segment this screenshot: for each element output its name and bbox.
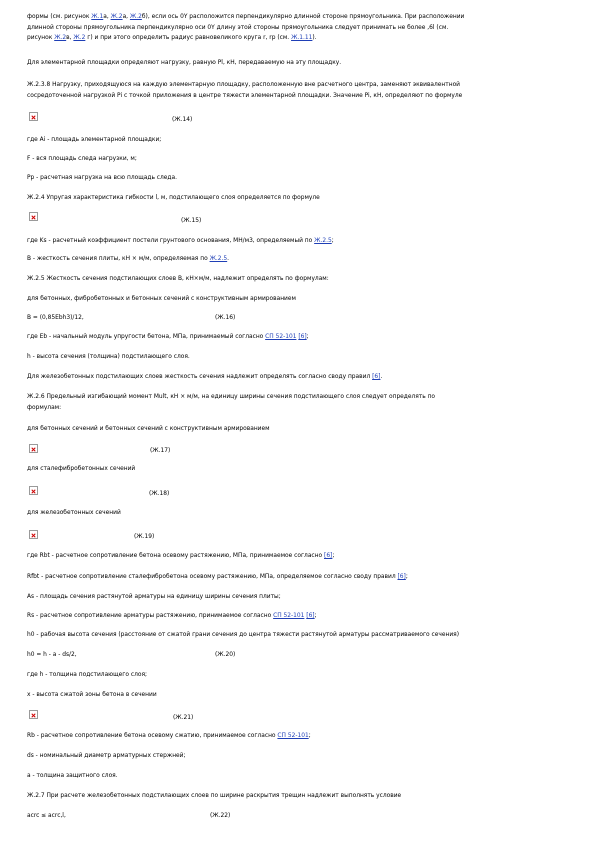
- text: .: [380, 374, 383, 380]
- paragraph: [27, 332, 567, 343]
- paragraph: Ж.2.7 При расчете железобетонных подстилающих слоев по ширине раскрытия трещин надлежит выполнять условие: [27, 793, 402, 799]
- equation-number: (Ж.22): [210, 813, 231, 819]
- paragraph: [27, 372, 567, 383]
- paragraph: Pp - расчетная нагрузка на всю площадь следа.: [27, 175, 177, 181]
- text: ;: [332, 553, 335, 559]
- paragraph: для бетонных сечений и бетонных сечений с конструктивным армированием: [27, 426, 270, 432]
- text: ;: [308, 733, 311, 739]
- text: сосредоточенной нагрузкой Pi с точкой приложения в центре тяжести элементарной площадки. Значение Pi, кН, определяют по формуле: [27, 92, 463, 99]
- paragraph: где Ai - площадь элементарной площадки;: [27, 137, 162, 143]
- paragraph-zh238: [27, 80, 567, 101]
- paragraph: [27, 611, 567, 622]
- text: .: [227, 256, 230, 262]
- link-section-zh25[interactable]: Ж.2.5: [314, 238, 332, 244]
- text: ;: [306, 334, 309, 340]
- paragraph: для железобетонных сечений: [27, 510, 121, 516]
- link-ref-6[interactable]: [6]: [372, 374, 381, 380]
- paragraph: Ж.2.4 Упругая характеристика гибкости l, м, подстилающего слоя определяется по формуле: [27, 195, 320, 201]
- broken-image-icon: [29, 530, 38, 539]
- formula-text: acrc ≤ acrc,l,: [27, 813, 66, 819]
- broken-image-icon: [29, 710, 38, 719]
- equation-number: (Ж.18): [149, 491, 170, 497]
- link-sp52-101[interactable]: СП 52-101: [277, 733, 309, 739]
- text: формы (см. рисунок: [27, 14, 90, 20]
- paragraph: [27, 254, 567, 265]
- link-ref-6[interactable]: [6]: [306, 613, 315, 619]
- text: ;: [314, 613, 317, 619]
- text: рисунок: [27, 35, 53, 41]
- paragraph-figure-ref: [27, 12, 567, 44]
- text: формулам:: [27, 404, 62, 411]
- text: Rs - расчетное сопротивление арматуры растяжению, принимаемое согласно: [27, 613, 272, 619]
- link-section-zh25[interactable]: Ж.2.5: [209, 256, 228, 262]
- text: где Rbt - расчетное сопротивление бетона осевому растяжению, МПа, принимаемое согласно: [27, 553, 323, 559]
- link-figure-zh2v[interactable]: Ж.2: [54, 35, 67, 41]
- equation-number: (Ж.14): [172, 117, 193, 123]
- link-ref-6[interactable]: [6]: [397, 574, 406, 580]
- paragraph: [27, 731, 567, 742]
- paragraph: Ж.2.5 Жесткость сечения подстилающих слоев B, кН×м/м, надлежит определять по формулам:: [27, 276, 329, 282]
- text: ).: [312, 35, 317, 41]
- text: B - жесткость сечения плиты, кН × м/м, определяемая по: [27, 256, 208, 262]
- link-figure-zh2g[interactable]: Ж.2: [73, 35, 86, 41]
- paragraph: x - высота сжатой зоны бетона в сечении: [27, 692, 157, 698]
- broken-image-icon: [29, 212, 38, 221]
- link-figure-zh1[interactable]: Ж.1: [91, 14, 104, 20]
- paragraph: [27, 551, 567, 562]
- link-ref-6[interactable]: [6]: [298, 334, 307, 340]
- equation-number: (Ж.15): [181, 218, 202, 224]
- text: Ж.2.6 Предельный изгибающий момент Mult, кН × м/м, на единицу ширины сечения подстилающего слоя следует определять по: [27, 394, 436, 400]
- link-sp52-101[interactable]: СП 52-101: [273, 613, 305, 619]
- paragraph: ds - номинальный диаметр арматурных стержней;: [27, 753, 186, 759]
- paragraph: a - толщина защитного слоя.: [27, 773, 118, 779]
- text: длинной стороны прямоугольника перпендикулярно оси 0Y длину этой стороны прямоугольника следует принимать не более ,6l (см.: [27, 24, 449, 31]
- text: а,: [122, 14, 129, 20]
- text: Для железобетонных подстилающих слоев жесткость сечения надлежит определять согласно своду правил: [27, 374, 371, 380]
- paragraph: As - площадь сечения растянутой арматуры на единицу ширины сечения плиты;: [27, 594, 281, 600]
- link-section-zh111[interactable]: Ж.1.11: [291, 35, 313, 41]
- paragraph: для бетонных, фибробетонных и бетонных сечений с конструктивным армированием: [27, 296, 296, 302]
- text: Rb - расчетное сопротивление бетона осевому сжатию, принимаемое согласно: [27, 733, 276, 739]
- text: где Eb - начальный модуль упругости бетона, МПа, принимаемый согласно: [27, 334, 264, 340]
- text: г) и при этого определить радиус равновеликого круга r, rр (см.: [87, 35, 290, 41]
- broken-image-icon: [29, 444, 38, 453]
- paragraph: для сталефибробетонных сечений: [27, 466, 136, 472]
- paragraph: [27, 572, 567, 583]
- paragraph-zh26: [27, 392, 567, 413]
- paragraph: [27, 236, 567, 247]
- formula-text: h0 = h - a - ds/2,: [27, 652, 77, 658]
- equation-number: (Ж.17): [150, 448, 171, 454]
- paragraph: F - вся площадь следа нагрузки, м;: [27, 156, 137, 162]
- text: Ж.2.3.8 Нагрузку, приходящуюся на каждую элементарную площадку, расположенную вне расчетного центра, заменяют эквивалентной: [27, 82, 460, 88]
- link-ref-6[interactable]: [6]: [324, 553, 333, 559]
- text: в,: [66, 35, 72, 41]
- link-figure-zh2a[interactable]: Ж.2: [110, 14, 123, 20]
- equation-number: (Ж.16): [215, 315, 236, 321]
- paragraph: h - высота сечения (толщина) подстилающего слоя.: [27, 354, 190, 360]
- link-sp52-101[interactable]: СП 52-101: [265, 334, 297, 340]
- equation-number: (Ж.21): [173, 715, 194, 721]
- text: ;: [405, 574, 408, 580]
- text: б), если ось 0Y расположится перпендикулярно длинной стороне прямоугольника. При расположении: [141, 14, 465, 20]
- link-figure-zh2b[interactable]: Ж.2: [129, 14, 142, 20]
- paragraph: где h - толщина подстилающего слоя;: [27, 672, 148, 678]
- broken-image-icon: [29, 486, 38, 495]
- formula-text: B = (0,85Ebh3)/12,: [27, 315, 84, 321]
- text: ;: [331, 238, 334, 244]
- text: где Ks - расчетный коэффициент постели грунтового основания, МН/м3, определяемый по: [27, 238, 313, 244]
- equation-number: (Ж.20): [215, 652, 236, 658]
- broken-image-icon: [29, 112, 38, 121]
- paragraph: Для элементарной площадки определяют нагрузку, равную Pl, кН, передаваемую на эту площадку.: [27, 60, 342, 66]
- text: Rfbt - расчетное сопротивление сталефибробетона осевому растяжению, МПа, определяемое согласно своду правил: [27, 574, 396, 580]
- equation-number: (Ж.19): [134, 534, 155, 540]
- paragraph: h0 - рабочая высота сечения (расстояние от сжатой грани сечения до центра тяжести растянутой арматуры рассматриваемого сечения): [27, 632, 459, 638]
- text: а,: [103, 14, 109, 20]
